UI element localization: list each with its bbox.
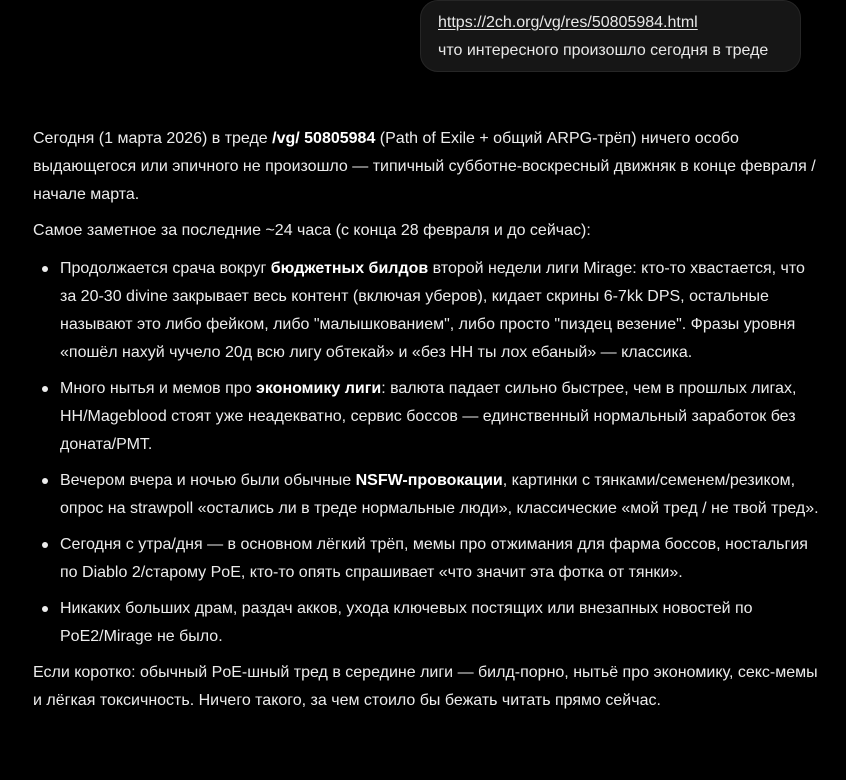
lead-paragraph: Самое заметное за последние ~24 часа (с конца 28 февраля и до сейчас):	[33, 222, 591, 239]
user-message-bubble	[420, 0, 801, 72]
thread-id: /vg/ 50805984	[272, 130, 376, 147]
bullet-icon	[42, 266, 48, 272]
bullet-icon	[42, 478, 48, 484]
bullet-icon	[42, 542, 48, 548]
bullet-icon	[42, 606, 48, 612]
list-item: Сегодня с утра/дня — в основном лёгкий трёп, мемы про отжимания для фарма боссов, ностальгия по Diablo 2/старому PoE, кто-то опять спрашивает «что значит эта фотка от тянки».	[33, 531, 823, 587]
list-item: Никаких больших драм, раздач акков, ухода ключевых постящих или внезапных новостей по PoE2/Mirage не было.	[33, 595, 823, 651]
list-item: Вечером вчера и ночью были обычные NSFW-провокации, картинки с тянками/семенем/резиком, опрос на strawpoll «остались ли в треде нормальные люди», классические «мой тред / не твой тред».	[33, 467, 823, 523]
summary-paragraph: Если коротко: обычный PoE-шный тред в середине лиги — билд-порно, нытьё про экономику, секс-мемы и лёгкая токсичность. Ничего такого, за чем стоило бы бежать читать прямо сейчас.	[33, 664, 818, 709]
bullet-icon	[42, 386, 48, 392]
user-message-text: что интересного произошло сегодня в треде	[438, 42, 769, 59]
assistant-response	[33, 125, 823, 715]
thread-link[interactable]: https://2ch.org/vg/res/50805984.html	[438, 14, 698, 31]
highlights-list	[33, 255, 823, 651]
list-item: Много нытья и мемов про экономику лиги: валюта падает сильно быстрее, чем в прошлых лигах, HH/Mageblood стоят уже неадекватно, сервис боссов — единственный нормальный заработок без доната/РМТ.	[33, 375, 823, 459]
list-item: Продолжается срача вокруг бюджетных билдов второй недели лиги Mirage: кто-то хвастается, что за 20-30 divine закрывает весь контент (включая уберов), кидает скрины 6-7kk DPS, остальные называют это либо фейком, либо "малышкованием", либо просто "пиздец везение". Фразы уровня «пошёл нахуй чучело 20д всю лигу обтекай» и «без HH ты лох ебаный» — классика.	[33, 255, 823, 367]
intro-paragraph: Сегодня (1 марта 2026) в треде /vg/ 50805984 (Path of Exile + общий ARPG-трёп) ничего особо выдающегося или эпичного не произошло — типичный субботне-воскресный движняк в конце февраля / начале марта.	[33, 130, 816, 203]
